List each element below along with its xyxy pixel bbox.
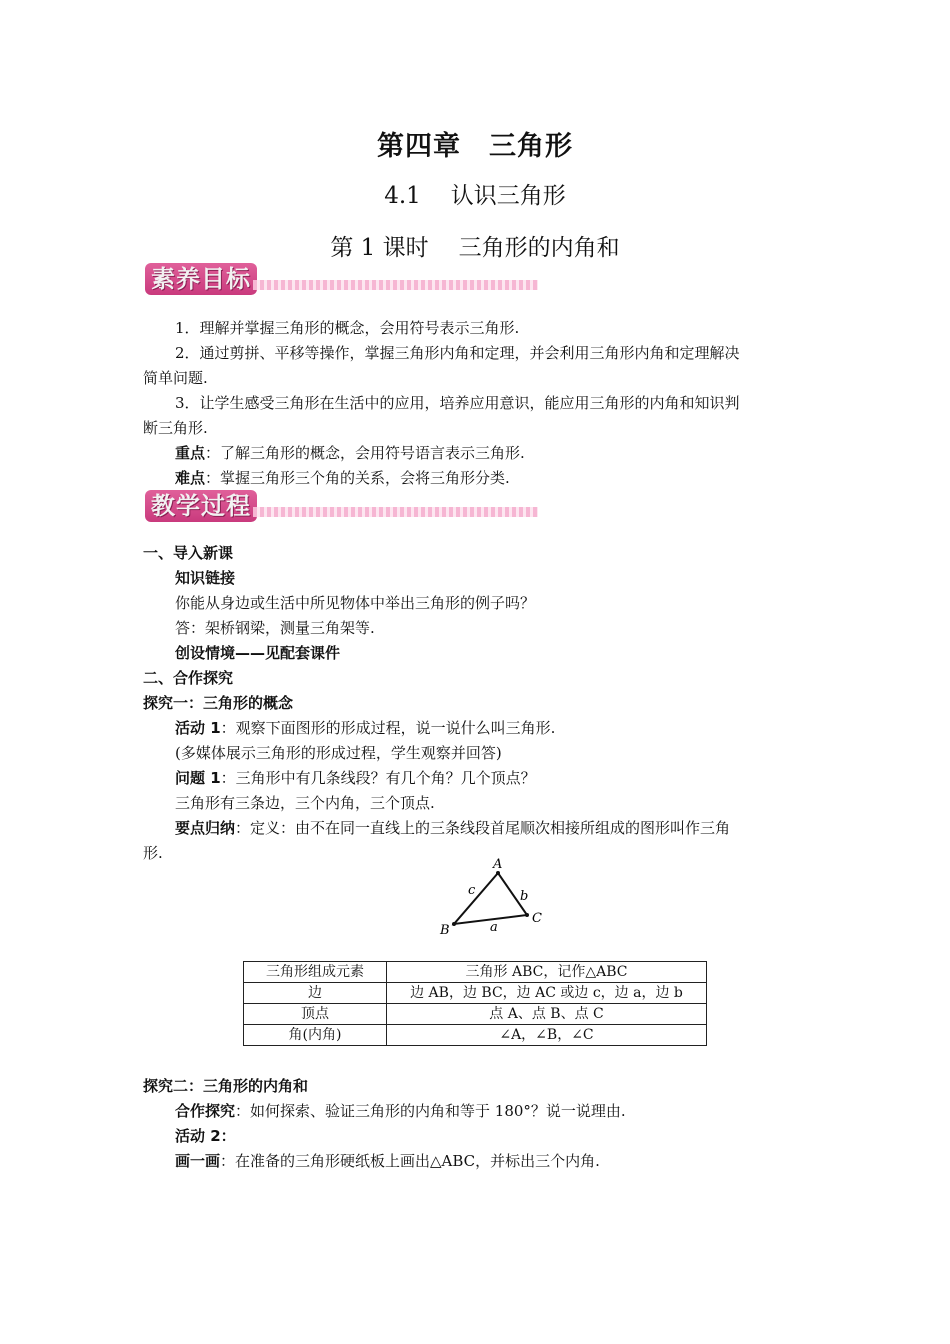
lesson-name: 三角形的内角和 — [458, 235, 620, 261]
vertex-c-label: C — [532, 911, 542, 926]
key-summary-label: 要点归纳 — [175, 819, 236, 837]
explore-1-heading: 探究一：三角形的概念 — [143, 694, 294, 712]
key-summary-cont: 形. — [143, 844, 163, 862]
explore-2-heading: 探究二：三角形的内角和 — [143, 1077, 309, 1095]
vertex-b-dot — [452, 922, 456, 926]
triangle-figure — [430, 855, 550, 940]
section-number: 4.1 — [384, 183, 421, 209]
side-a-label: a — [490, 920, 498, 935]
key-point — [143, 441, 845, 465]
process-banner — [143, 490, 538, 526]
side-c-label: c — [468, 883, 476, 898]
table-cell: ∠A，∠B，∠C — [387, 1025, 707, 1046]
difficulty-point — [143, 466, 845, 490]
draw-task-text: ：在准备的三角形硬纸板上画出△ABC，并标出三个内角. — [220, 1152, 600, 1170]
process-banner-label: 教学过程 — [145, 490, 257, 522]
section-intro-heading: 一、导入新课 — [143, 544, 234, 562]
goal-item-3a: 3．让学生感受三角形在生活中的应用，培养应用意识，能应用三角形的内角和知识判 — [175, 394, 740, 412]
table-cell: 边 AB，边 BC，边 AC 或边 c，边 a，边 b — [387, 983, 707, 1004]
table-cell: 边 — [244, 983, 387, 1004]
table-row — [244, 1025, 707, 1046]
side-b-label: b — [520, 889, 529, 904]
goal-item-2b: 简单问题. — [143, 369, 208, 387]
triangle-elements-table — [243, 961, 707, 1046]
coop-explore-text: ：如何探索、验证三角形的内角和等于 180°？说一说理由. — [235, 1102, 626, 1120]
question-1 — [143, 766, 845, 790]
activity-1-note: (多媒体展示三角形的形成过程，学生观察并回答) — [175, 744, 502, 762]
lesson-number: 第 1 课时 — [330, 235, 429, 261]
scenario-heading: 创设情境——见配套课件 — [175, 644, 341, 662]
section-title — [0, 177, 950, 210]
table-row — [244, 962, 707, 983]
goal-item-3b: 断三角形. — [143, 419, 208, 437]
activity-2-heading: 活动 2： — [175, 1127, 236, 1145]
question-1-answer: 三角形有三条边，三个内角，三个顶点. — [175, 794, 435, 812]
goals-banner-label: 素养目标 — [145, 263, 257, 295]
lesson-title — [0, 229, 950, 262]
vertex-a-label: A — [493, 857, 503, 872]
activity-1 — [143, 716, 845, 740]
draw-task-label: 画一画 — [175, 1152, 221, 1170]
chapter-title: 第四章 三角形 — [377, 131, 573, 162]
intro-answer: 答：架桥钢梁，测量三角架等. — [175, 619, 375, 637]
intro-question: 你能从身边或生活中所见物体中举出三角形的例子吗？ — [175, 594, 536, 612]
process-banner-stripe — [253, 507, 538, 517]
section-name: 认识三角形 — [450, 183, 566, 209]
goals-banner — [143, 263, 538, 299]
goals-banner-stripe — [253, 280, 538, 290]
table-cell: 点 A、点 B、点 C — [387, 1004, 707, 1025]
table-row — [244, 983, 707, 1004]
table-cell: 角(内角) — [244, 1025, 387, 1046]
key-point-text: ：了解三角形的概念，会用符号语言表示三角形. — [205, 444, 525, 462]
activity-1-label: 活动 1 — [175, 719, 221, 737]
table-cell: 顶点 — [244, 1004, 387, 1025]
vertex-c-dot — [525, 913, 529, 917]
activity-1-text: ：观察下面图形的形成过程，说一说什么叫三角形. — [220, 719, 556, 737]
draw-task — [143, 1149, 845, 1173]
question-1-text: ：三角形中有几条线段？有几个角？几个顶点？ — [220, 769, 536, 787]
difficulty-text: ：掌握三角形三个角的关系，会将三角形分类. — [205, 469, 510, 487]
key-summary-text: ：定义：由不在同一直线上的三条线段首尾顺次相接所组成的图形叫作三角 — [235, 819, 731, 837]
vertex-b-label: B — [440, 923, 450, 938]
key-summary — [143, 816, 845, 840]
triangle-shape — [454, 873, 527, 924]
coop-explore-label: 合作探究 — [175, 1102, 236, 1120]
question-1-label: 问题 1 — [175, 769, 221, 787]
knowledge-link-heading: 知识链接 — [175, 569, 236, 587]
goal-item-1: 1．理解并掌握三角形的概念，会用符号表示三角形. — [175, 319, 520, 337]
coop-explore — [143, 1099, 845, 1123]
table-cell: 三角形 ABC，记作△ABC — [387, 962, 707, 983]
table-cell: 三角形组成元素 — [244, 962, 387, 983]
cooperation-heading: 二、合作探究 — [143, 669, 234, 687]
goal-item-2a: 2．通过剪拼、平移等操作，掌握三角形内角和定理，并会利用三角形内角和定理解决 — [175, 344, 740, 362]
table-row — [244, 1004, 707, 1025]
key-point-label: 重点 — [175, 444, 206, 462]
difficulty-label: 难点 — [175, 469, 206, 487]
